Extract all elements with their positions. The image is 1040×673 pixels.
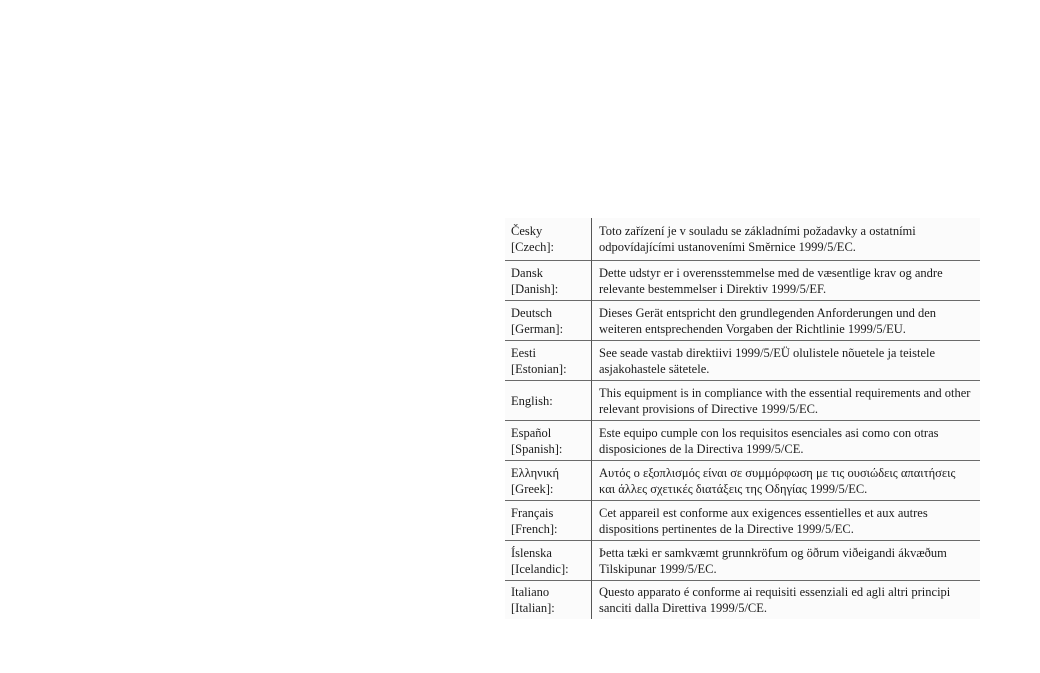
language-name: Italiano (511, 585, 550, 599)
statement-cell (592, 341, 981, 381)
statement-cell-content (599, 581, 974, 619)
statement-cell (592, 261, 981, 301)
compliance-statement: Αυτός ο εξοπλισμός είναι σε συμμόρφωση με τις ουσιώδεις απαιτήσεις και άλλες σχετικές διατάξεις της Οδηγίας 1999/5/EC. (599, 465, 956, 496)
language-name: Español (511, 425, 552, 440)
statement-cell-content (599, 301, 974, 340)
language-cell-content (511, 301, 591, 340)
declaration-row (505, 581, 980, 620)
compliance-statement: Este equipo cumple con los requisitos esenciales asi como con otras disposiciones de la Directiva 1999/5/CE. (599, 425, 939, 456)
statement-cell (592, 301, 981, 341)
language-cell-content (511, 381, 591, 420)
statement-cell (592, 461, 981, 501)
declaration-row (505, 218, 980, 261)
statement-cell-content (599, 501, 974, 540)
language-cell (505, 218, 592, 261)
language-cell-content (511, 461, 591, 500)
compliance-statement: Toto zařízení je v souladu se základními požadavky a ostatními odpovídajícími ustanoveními Směrnice 1999/5/EC. (599, 224, 916, 254)
statement-cell-content (599, 261, 974, 300)
statement-cell-content (599, 381, 974, 420)
declaration-table-body (505, 218, 980, 619)
statement-cell (592, 218, 981, 261)
statement-cell (592, 541, 981, 581)
language-name: Ελληνική (511, 465, 560, 480)
language-cell-content (511, 341, 591, 380)
compliance-statement: Dieses Gerät entspricht den grundlegenden Anforderungen und den weiteren entsprechenden Vorgaben der Richtlinie 1999/5/EU. (599, 305, 937, 336)
compliance-statement: Þetta tæki er samkvæmt grunnkröfum og öðrum viðeigandi ákvæðum Tilskipunar 1999/5/EC. (599, 545, 947, 576)
compliance-statement: Dette udstyr er i overensstemmelse med de væsentlige krav og andre relevante bestemmelser i Direktiv 1999/5/EF. (599, 265, 943, 296)
compliance-statement: Cet appareil est conforme aux exigences essentielles et aux autres dispositions pertinentes de la Directive 1999/5/EC. (599, 505, 928, 536)
declaration-row (505, 261, 980, 301)
language-english-name: [Estonian]: (511, 361, 567, 376)
declaration-row (505, 541, 980, 581)
language-cell (505, 381, 592, 421)
language-cell (505, 301, 592, 341)
statement-cell-content (599, 218, 974, 260)
statement-cell (592, 421, 981, 461)
statement-cell-content (599, 341, 974, 380)
language-name: Česky (511, 224, 543, 238)
compliance-statement: Questo apparato é conforme ai requisiti essenziali ed agli altri principi sanciti dalla Direttiva 1999/5/CE. (599, 585, 951, 615)
compliance-statement: See seade vastab direktiivi 1999/5/EÜ olulistele nõuetele ja teistele asjakohastele sätetele. (599, 345, 936, 376)
statement-cell (592, 501, 981, 541)
language-name: Français (511, 505, 554, 520)
language-cell-content (511, 218, 591, 260)
language-english-name: [German]: (511, 321, 564, 336)
statement-cell (592, 381, 981, 421)
declaration-row (505, 501, 980, 541)
language-english-name: [Czech]: (511, 240, 555, 254)
statement-cell-content (599, 461, 974, 500)
language-name: Dansk (511, 265, 543, 280)
language-english-name: [French]: (511, 521, 558, 536)
declaration-table (505, 218, 980, 619)
declaration-row (505, 461, 980, 501)
language-cell (505, 501, 592, 541)
language-cell (505, 541, 592, 581)
language-cell-content (511, 581, 591, 619)
language-cell (505, 341, 592, 381)
compliance-statement: This equipment is in compliance with the essential requirements and other relevant provisions of Directive 1999/5/EC. (599, 385, 971, 416)
declaration-row (505, 341, 980, 381)
language-cell (505, 421, 592, 461)
language-cell (505, 461, 592, 501)
language-cell-content (511, 421, 591, 460)
language-cell (505, 581, 592, 620)
language-name: English: (511, 393, 553, 408)
language-english-name: [Greek]: (511, 481, 554, 496)
language-english-name: [Danish]: (511, 281, 559, 296)
language-cell-content (511, 261, 591, 300)
language-name: Íslenska (511, 545, 552, 560)
language-english-name: [Spanish]: (511, 441, 563, 456)
language-english-name: [Italian]: (511, 601, 555, 615)
statement-cell-content (599, 541, 974, 580)
declaration-row (505, 421, 980, 461)
language-name: Deutsch (511, 305, 552, 320)
language-cell-content (511, 501, 591, 540)
language-english-name: [Icelandic]: (511, 561, 569, 576)
declaration-row (505, 301, 980, 341)
language-name: Eesti (511, 345, 536, 360)
statement-cell-content (599, 421, 974, 460)
statement-cell (592, 581, 981, 620)
declaration-row (505, 381, 980, 421)
language-cell (505, 261, 592, 301)
language-cell-content (511, 541, 591, 580)
